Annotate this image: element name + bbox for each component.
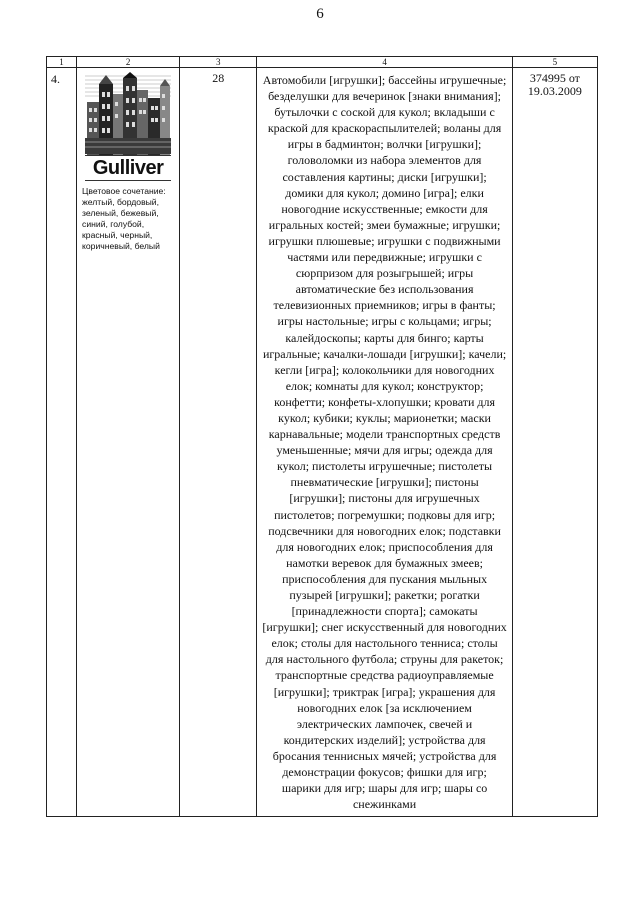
column-header-3: 3 <box>180 57 257 68</box>
goods-table <box>46 56 598 817</box>
column-header-1: 1 <box>47 57 77 68</box>
column-header-2: 2 <box>77 57 180 68</box>
goods-list: Автомобили [игрушки]; бассейны игрушечные; безделушки для вечеринок [знаки внимания]; бутылочки с соской для кукол; вкладыши с краской для краскораспылителей; воланы для игры в бадминтон; волчки [игрушки]; головоломки из набора элементов для составления картины; диски [игрушки]; домики для кукол; домино [игра]; елки новогодние искусственные; емкости для игральных костей; змеи бумажные; игрушки; игрушки плюшевые; игрушки с подвижными частями или передвижные; игрушки с сюрпризом для розыгрышей; игры автоматические без использования телевизионных приемников; игры в фанты; игры настольные; игры с кольцами; игры; калейдоскопы; карты для бинго; карты игральные; качалки-лошади [игрушки]; качели; кегли [игра]; колокольчики для новогодних елок; комнаты для кукол; конструктор; конфетти; конфеты-хлопушки; кровати для кукол; кубики; куклы; марионетки; маски карнавальные; модели транспортных средств уменьшенные; мячи для игры; одежда для кукол; пистолеты игрушечные; пистолеты пневматические [игрушки]; пистоны [игрушки]; пистоны для игрушечных пистолетов; погремушки; подковы для игр; подсвечники для новогодних елок; подставки для новогодних елок; приспособления для намотки веревок для бумажных змеев; приспособления для пускания мыльных пузырей [игрушки]; ракетки; рогатки [принадлежности спорта]; самокаты [игрушки]; снег искусственный для новогодних елок; столы для настольного тенниса; столы для настольного футбола; струны для ракеток; транспортные средства радиоуправляемые [игрушки]; триктрак [игра]; украшения для новогодних елок [за исключением электрических лампочек, свечей и кондитерских изделий]; устройства для бросания теннисных мячей; устройства для демонстрации фокусов; фишки для игр; шарики для игр; шары для игр; шары со снежинками <box>257 68 512 817</box>
logo-wordmark: Gulliver <box>85 155 171 181</box>
column-header-4: 4 <box>257 57 512 68</box>
gulliver-logo <box>85 72 171 184</box>
table-row <box>47 68 598 817</box>
row-number: 4. <box>47 68 77 817</box>
class-number: 28 <box>180 68 257 817</box>
table-header-row <box>47 57 598 68</box>
page-number: 6 <box>316 6 324 22</box>
column-header-5: 5 <box>512 57 597 68</box>
trademark-cell <box>77 68 180 817</box>
registration-number: 374995 от 19.03.2009 <box>512 68 597 817</box>
color-combination-caption: Цветовое сочетание: желтый, бордовый, зеленый, бежевый, синий, голубой, красный, черный, коричневый, белый <box>82 186 166 251</box>
